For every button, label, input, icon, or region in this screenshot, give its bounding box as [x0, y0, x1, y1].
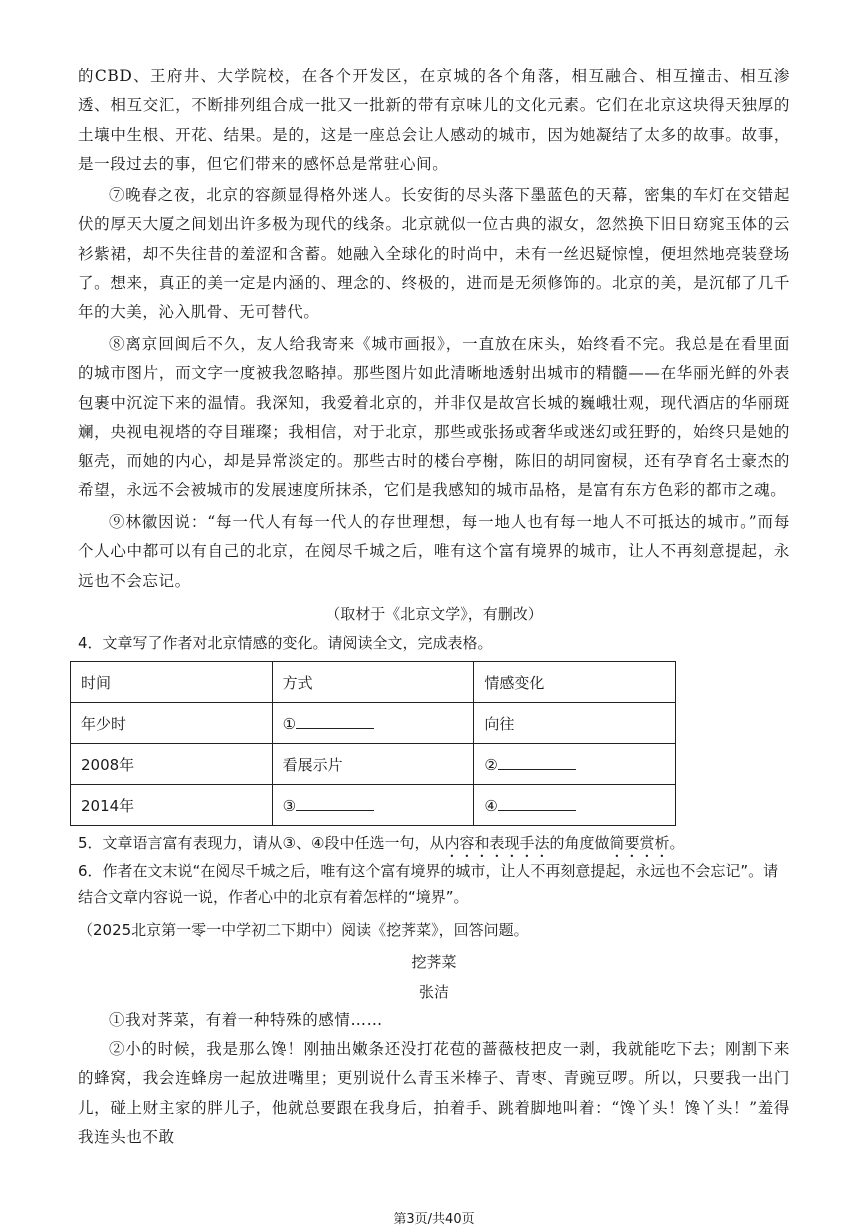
table-cell-blank[interactable] [272, 703, 474, 744]
table-cell-blank[interactable] [474, 744, 676, 785]
question-4: 4．文章写了作者对北京情感的变化。请阅读全文，完成表格。 [78, 634, 493, 652]
table-row [71, 744, 676, 785]
table-header-cell: 时间 [71, 662, 273, 703]
table-header-row [71, 662, 676, 703]
article-title: 挖荠菜 [411, 953, 457, 971]
answer-table [70, 661, 676, 826]
blank-number: ① [282, 714, 297, 733]
table-cell-blank[interactable] [272, 785, 474, 826]
passage-paragraph-continued: 的CBD、王府井、大学院校，在各个开发区，在京城的各个角落，相互融合、相互撞击、相互渗透、相互交汇，不断排列组合成一批又一批新的带有京味儿的文化元素。它们在北京这块得天独厚的土壤中生根、开花、结果。是的，这是一座总会让人感动的城市，因为她凝结了太多的故事。故事，是一段过去的事，但它们带来的感怀总是常驻心间。 [78, 67, 790, 173]
table-cell: 2008年 [71, 744, 273, 785]
passage-source: （取材于《北京文学》，有删改） [325, 605, 543, 623]
page-number: 第3页/共40页 [393, 1212, 475, 1227]
table-cell: 看展示片 [272, 744, 474, 785]
article-author: 张洁 [418, 983, 449, 1001]
table-row [71, 785, 676, 826]
table-row [71, 703, 676, 744]
question-6: 6．作者在文末说“在阅尽千城之后，唯有这个富有境界的城市，让人不再刻意提起，永远也不会忘记”。请结合文章内容说一说，作者心中的北京有着怎样的“境界”。 [78, 862, 779, 906]
passage-paragraph-7: ⑦晚春之夜，北京的容颜显得格外迷人。长安街的尽头落下墨蓝色的天幕，密集的车灯在交错起伏的厚天大厦之间划出许多极为现代的线条。北京就似一位古典的淑女，忽然换下旧日窈窕玉体的云衫紫裙，却不失往昔的羞涩和含蓄。她融入全球化的时尚中，未有一丝迟疑惊惶，便坦然地亮装登场了。想来，真正的美一定是内涵的、理念的、终极的，进而是无须修饰的。北京的美，是沉郁了几千年的大美，沁入肌骨、无可替代。 [78, 186, 790, 322]
section-intro: （2025北京第一零一中学初二下期中）阅读《挖荠菜》，回答问题。 [78, 921, 529, 939]
table-header-cell: 方式 [272, 662, 474, 703]
question-5-text: 5．文章语言富有表现力，请从③、④段中任选一句，从 [78, 834, 445, 852]
table-header-cell: 情感变化 [474, 662, 676, 703]
blank-number: ④ [484, 796, 498, 815]
table-cell: 2014年 [71, 785, 273, 826]
answer-blank[interactable] [498, 796, 576, 811]
question-5-emphasis: 简要赏析 [609, 834, 670, 852]
article-paragraph-2: ②小的时候，我是那么馋！刚抽出嫩条还没打花苞的蔷薇枝把皮一剥，我就能吃下去；刚割下来的蜂窝，我会连蜂房一起放进嘴里；更别说什么青玉米棒子、青枣、青豌豆啰。所以，只要我一出门儿，碰上财主家的胖儿子，他就总要跟在我身后，拍着手、跳着脚地叫着：“馋丫头！馋丫头！”羞得我连头也不敢 [78, 1040, 790, 1146]
question-5-text: 。 [669, 834, 685, 852]
table-cell: 年少时 [71, 703, 273, 744]
article-paragraph-1: ①我对荠菜，有着一种特殊的感情…… [109, 1011, 383, 1029]
answer-blank[interactable] [498, 755, 576, 770]
table-cell-blank[interactable] [474, 785, 676, 826]
answer-blank[interactable] [296, 714, 374, 729]
answer-blank[interactable] [296, 796, 374, 811]
question-5 [78, 830, 790, 861]
question-5-text: 的角度做 [549, 834, 610, 852]
passage-paragraph-8: ⑧离京回闽后不久，友人给我寄来《城市画报》，一直放在床头，始终看不完。我总是在看里面的城市图片，而文字一度被我忽略掉。那些图片如此清晰地透射出城市的精髓——在华丽光鲜的外表包裹中沉淀下来的温情。我深知，我爱着北京的，并非仅是故宫长城的巍峨壮观，现代酒店的华丽斑斓，央视电视塔的夺目璀璨；我相信，对于北京，那些或张扬或奢华或迷幻或狂野的，始终只是她的躯壳，而她的内心，却是异常淡定的。那些古时的楼台亭榭，陈旧的胡同窗棂，还有孕育名士豪杰的希望，永远不会被城市的发展速度所抹杀，它们是我感知的城市品格，是富有东方色彩的都市之魂。 [78, 335, 790, 500]
blank-number: ③ [282, 796, 297, 815]
passage-paragraph-9: ⑨林徽因说：“每一代人有每一代人的存世理想，每一地人也有每一地人不可抵达的城市。”而每个人心中都可以有自己的北京，在阅尽千城之后，唯有这个富有境界的城市，让人不再刻意提起，永远也不会忘记。 [78, 513, 790, 590]
question-5-emphasis: 内容和表现手法 [444, 834, 550, 852]
table-cell: 向往 [474, 703, 676, 744]
blank-number: ② [484, 755, 498, 774]
